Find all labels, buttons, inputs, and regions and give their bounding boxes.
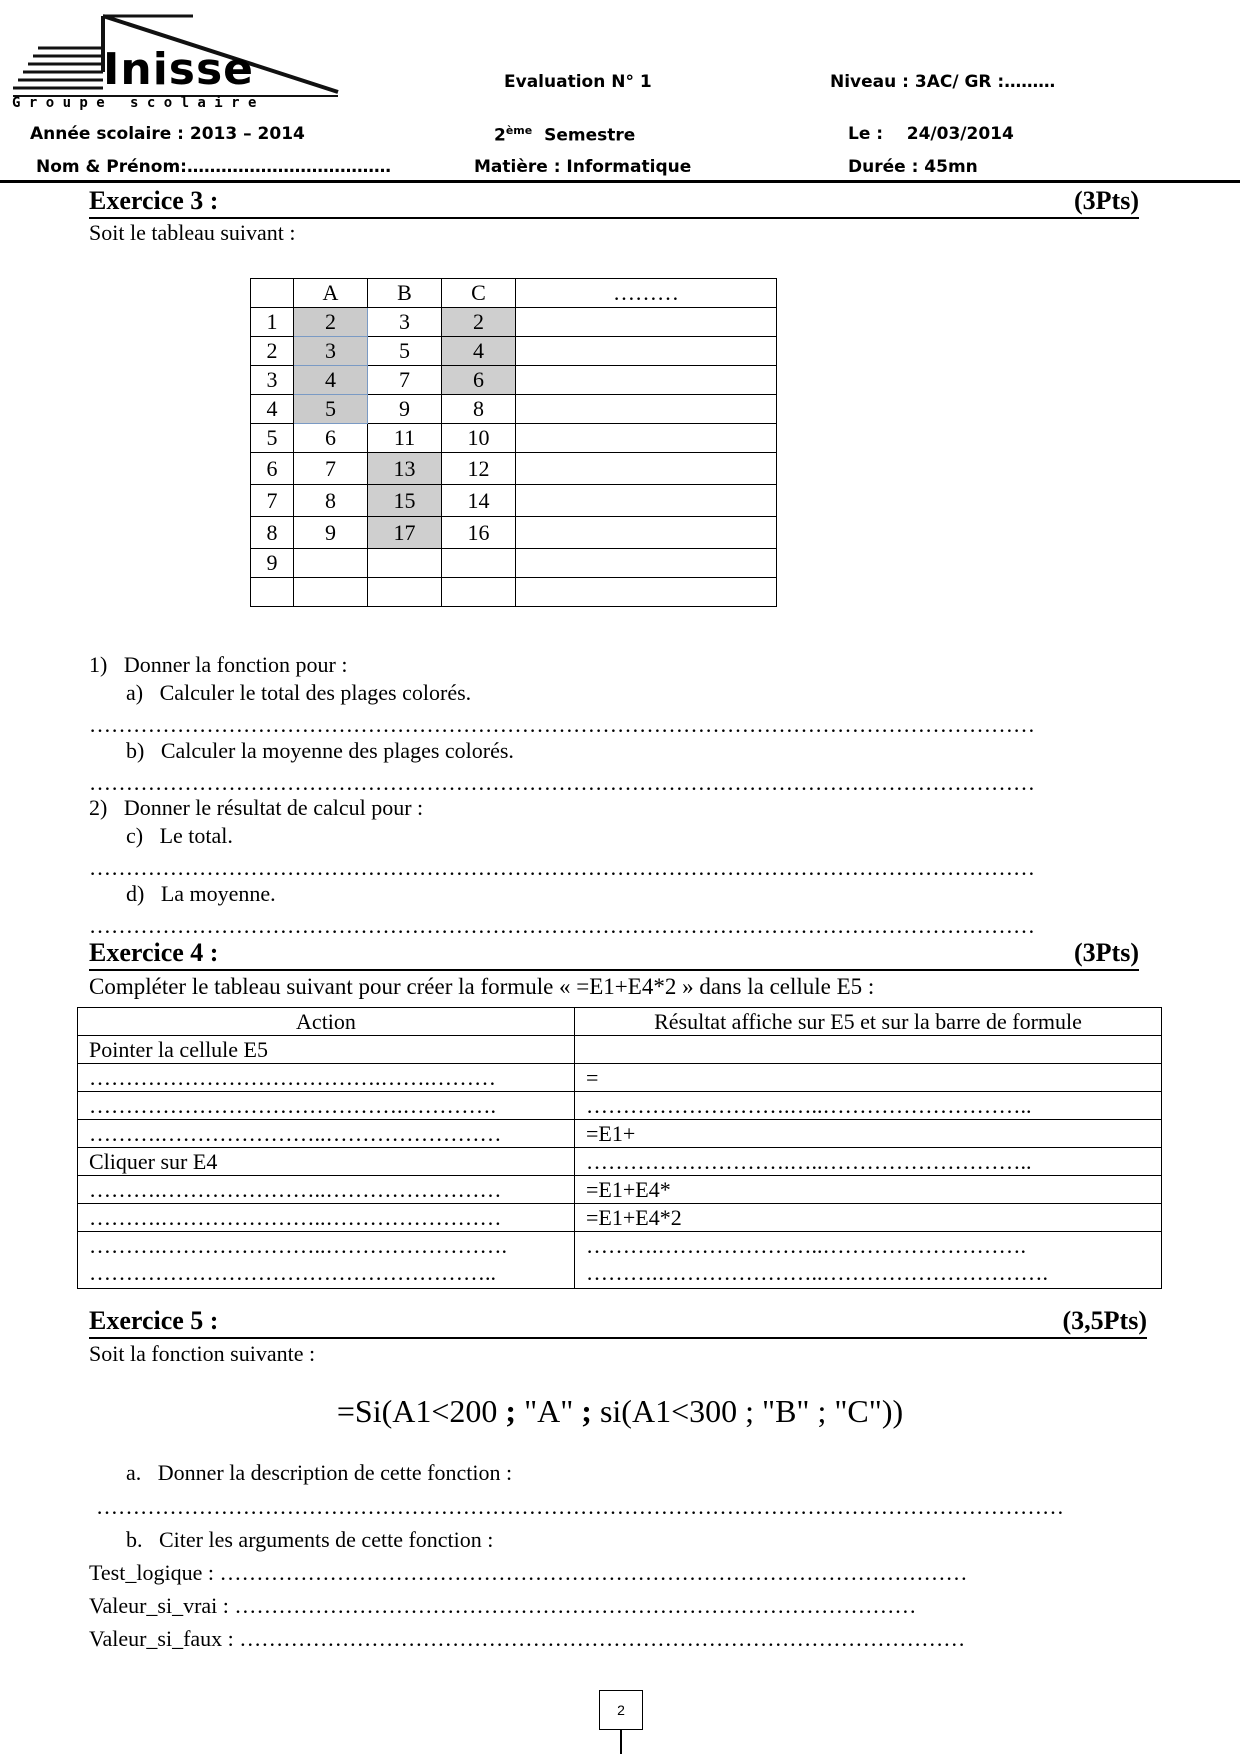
cell: 5	[368, 337, 442, 366]
question-5a: a. Donner la description de cette fonction :	[126, 1460, 513, 1485]
cell	[442, 549, 516, 578]
exercice-3-intro: Soit le tableau suivant :	[89, 220, 296, 245]
valeur-si-faux-field[interactable]: Valeur_si_faux : ………………………………………………………………………………………	[89, 1626, 966, 1651]
exercice-3-points: (3Pts)	[1074, 186, 1139, 215]
table-row	[251, 366, 777, 395]
column-header-b: B	[368, 279, 442, 308]
formula-steps-table	[77, 1007, 1162, 1289]
cell: 16	[442, 517, 516, 549]
action-cell[interactable]: ……….…………………..……………………	[78, 1204, 575, 1232]
cell: 2	[294, 308, 368, 337]
semestre-number: 2	[494, 125, 506, 146]
action-line[interactable]: ……….…………………..…………………….	[89, 1233, 507, 1258]
cell	[516, 549, 777, 578]
duree: Durée : 45mn	[848, 157, 978, 177]
exercice-5-label: Exercice 5 :	[89, 1306, 219, 1335]
logo-subtitle: G r o u p e s c o l a i r e	[12, 95, 257, 111]
question-2d: d) La moyenne.	[126, 881, 276, 906]
answer-line-2d[interactable]: …………………………………………………………………………………………………………………	[89, 913, 1035, 935]
exercice-3-title	[89, 186, 1139, 219]
question-1: 1) Donner la fonction pour :	[89, 652, 348, 677]
cell: 7	[368, 366, 442, 395]
table-row	[251, 308, 777, 337]
cell: 3	[294, 337, 368, 366]
formula-part-3: si(A1<300 ; "B" ; "C"))	[591, 1393, 904, 1429]
row-number: 1	[251, 308, 294, 337]
column-header-blank: ………	[516, 279, 777, 308]
cell	[516, 337, 777, 366]
table-row	[251, 549, 777, 578]
semestre-superscript: ème	[505, 124, 533, 137]
table-row	[78, 1148, 1162, 1176]
matiere: Matière : Informatique	[474, 157, 692, 177]
annee-scolaire: Année scolaire : 2013 – 2014	[30, 124, 305, 144]
row-number: 3	[251, 366, 294, 395]
row-number: 8	[251, 517, 294, 549]
exercice-4-title	[89, 938, 1139, 971]
action-cell[interactable]: ……….…………………..……………………	[78, 1120, 575, 1148]
action-line[interactable]: ………………………………………………..	[89, 1260, 496, 1285]
table-row	[251, 337, 777, 366]
result-cell: =E1+E4*	[575, 1176, 1162, 1204]
school-logo	[8, 12, 343, 112]
row-number: 6	[251, 453, 294, 485]
cell: 4	[442, 337, 516, 366]
cell: 12	[442, 453, 516, 485]
header-rule	[0, 180, 1240, 183]
semestre-label: Semestre	[544, 125, 636, 146]
cell: 17	[368, 517, 442, 549]
corner-cell	[251, 279, 294, 308]
cell: 9	[368, 395, 442, 424]
cell	[516, 453, 777, 485]
table-row	[251, 485, 777, 517]
exercice-3-label: Exercice 3 :	[89, 186, 219, 215]
exercice-4-label: Exercice 4 :	[89, 938, 219, 967]
column-header-result: Résultat affiche sur E5 et sur la barre de formule	[575, 1008, 1162, 1036]
question-2: 2) Donner le résultat de calcul pour :	[89, 795, 424, 820]
cell: 13	[368, 453, 442, 485]
formula-part-2: "A"	[516, 1393, 582, 1429]
exam-date: Le : 24/03/2014	[848, 124, 1014, 144]
cell	[516, 308, 777, 337]
result-cell[interactable]	[575, 1036, 1162, 1064]
action-cell[interactable]: ……….…………………..……………………	[78, 1176, 575, 1204]
cell: 2	[442, 308, 516, 337]
cell	[516, 366, 777, 395]
semestre	[494, 124, 635, 146]
cell: 6	[442, 366, 516, 395]
action-cell[interactable]: …………………………………….………….	[78, 1092, 575, 1120]
cell: 8	[442, 395, 516, 424]
row-number: 2	[251, 337, 294, 366]
cell	[442, 578, 516, 607]
nom-prenom-field[interactable]: Nom & Prénom:………………………………	[36, 157, 391, 177]
page-number-box	[599, 1690, 643, 1730]
table-row	[251, 424, 777, 453]
cell: 9	[294, 517, 368, 549]
question-2c: c) Le total.	[126, 823, 233, 848]
table-row	[251, 517, 777, 549]
formula-semicolon-2: ;	[581, 1393, 592, 1429]
action-cell[interactable]	[78, 1232, 575, 1289]
cell: 8	[294, 485, 368, 517]
column-header-c: C	[442, 279, 516, 308]
result-cell: =E1+	[575, 1120, 1162, 1148]
table-row	[78, 1092, 1162, 1120]
exercice-5-title	[89, 1306, 1147, 1339]
cell	[516, 395, 777, 424]
cell: 15	[368, 485, 442, 517]
valeur-si-vrai-field[interactable]: Valeur_si_vrai : …………………………………………………………………………………	[89, 1593, 917, 1618]
cell: 10	[442, 424, 516, 453]
cell: 11	[368, 424, 442, 453]
action-cell: Pointer la cellule E5	[78, 1036, 575, 1064]
table-row	[251, 453, 777, 485]
cell	[516, 424, 777, 453]
table-row	[78, 1232, 1162, 1289]
cell: 5	[294, 395, 368, 424]
result-cell[interactable]: ……………………….…..………………………..	[575, 1148, 1162, 1176]
answer-line-5a[interactable]: ……………………………………………………………………………………………………………………	[96, 1494, 1064, 1516]
row-number: 7	[251, 485, 294, 517]
table-row	[78, 1120, 1162, 1148]
column-header-action: Action	[78, 1008, 575, 1036]
si-formula	[0, 1393, 1240, 1430]
table-row	[78, 1176, 1162, 1204]
column-header-a: A	[294, 279, 368, 308]
table-row	[251, 578, 777, 607]
result-line[interactable]: ……….…………………..……………………….	[586, 1233, 1026, 1258]
result-cell[interactable]	[575, 1232, 1162, 1289]
evaluation-number: Evaluation N° 1	[504, 72, 652, 92]
row-number: 9	[251, 549, 294, 578]
cell	[368, 549, 442, 578]
question-1b: b) Calculer la moyenne des plages colorés.	[126, 738, 514, 763]
exercice-4-intro: Compléter le tableau suivant pour créer la formule « =E1+E4*2 » dans la cellule E5 :	[89, 974, 875, 999]
cell	[368, 578, 442, 607]
spreadsheet-table	[250, 278, 777, 607]
answer-line-2c[interactable]: …………………………………………………………………………………………………………………	[89, 855, 1035, 877]
table-row	[78, 1204, 1162, 1232]
result-line[interactable]: ……….…………………..………………………….	[586, 1260, 1048, 1285]
logo-name: Inisse	[103, 44, 254, 95]
niveau-field: Niveau : 3AC/ GR :………	[830, 72, 1056, 92]
exercice-5-intro: Soit la fonction suivante :	[89, 1341, 316, 1366]
cell	[294, 578, 368, 607]
answer-line-1b[interactable]: …………………………………………………………………………………………………………………	[89, 770, 1035, 792]
table-row	[78, 1064, 1162, 1092]
exercice-5-points: (3,5Pts)	[1062, 1306, 1147, 1335]
cell	[516, 517, 777, 549]
table-row	[251, 395, 777, 424]
table-header-row	[251, 279, 777, 308]
exercice-4-points: (3Pts)	[1074, 938, 1139, 967]
question-1a: a) Calculer le total des plages colorés.	[126, 680, 472, 705]
formula-semicolon-1: ;	[505, 1393, 517, 1429]
test-logique-field[interactable]: Test_logique : …………………………………………………………………………………………	[89, 1560, 968, 1585]
cell: 7	[294, 453, 368, 485]
action-cell: Cliquer sur E4	[78, 1148, 575, 1176]
cell: 14	[442, 485, 516, 517]
row-number: 4	[251, 395, 294, 424]
answer-line-1a[interactable]: …………………………………………………………………………………………………………………	[89, 712, 1035, 734]
page-number: 2	[617, 1702, 625, 1718]
cell	[516, 485, 777, 517]
action-cell[interactable]: ………………………………….…….………	[78, 1064, 575, 1092]
row-number	[251, 578, 294, 607]
formula-part-1: =Si(A1<200	[336, 1393, 506, 1429]
result-cell: =E1+E4*2	[575, 1204, 1162, 1232]
result-cell[interactable]: ……………………….…..………………………..	[575, 1092, 1162, 1120]
table-header-row	[78, 1008, 1162, 1036]
page-number-stem	[620, 1730, 622, 1754]
result-cell: =	[575, 1064, 1162, 1092]
cell: 4	[294, 366, 368, 395]
cell: 6	[294, 424, 368, 453]
cell	[516, 578, 777, 607]
table-row	[78, 1036, 1162, 1064]
row-number: 5	[251, 424, 294, 453]
cell	[294, 549, 368, 578]
cell: 3	[368, 308, 442, 337]
question-5b: b. Citer les arguments de cette fonction :	[126, 1527, 494, 1552]
